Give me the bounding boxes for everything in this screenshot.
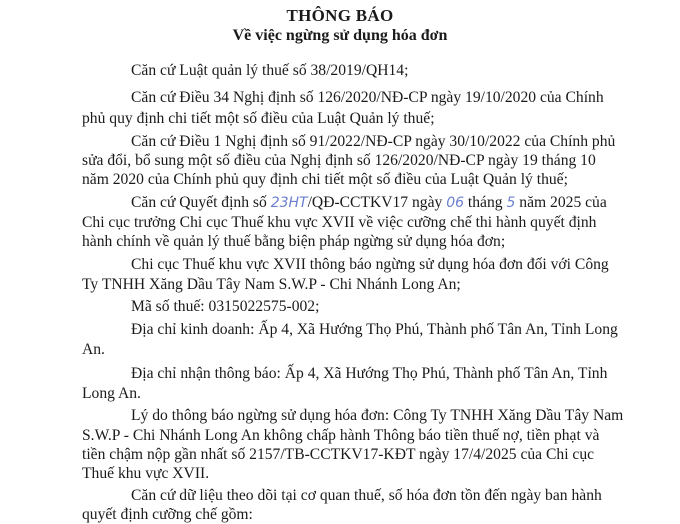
decision-text-d: năm 2025 của xyxy=(515,194,607,211)
data-basis-line-2: quyết định cưỡng chế gồm: xyxy=(82,506,253,523)
para-notice-line-2: Ty TNHH Xăng Dầu Tây Nam S.W.P - Chi Nhánh Long An; xyxy=(82,276,461,293)
notice-address-line-1: Địa chỉ nhận thông báo: Ấp 4, Xã Hướng Thọ Phú, Thành phố Tân An, Tỉnh xyxy=(131,365,608,382)
business-address-line-2: An. xyxy=(82,341,105,358)
document-subtitle: Về việc ngừng sử dụng hóa đơn xyxy=(232,27,448,44)
handwritten-month: 5 xyxy=(506,195,516,211)
para-legal-basis-3-line-2: sửa đổi, bổ sung một số điều của Nghị định số 126/2020/NĐ-CP ngày 19 tháng 10 xyxy=(82,152,596,169)
data-basis-line-1: Căn cứ dữ liệu theo dõi tại cơ quan thuế, số hóa đơn tồn đến ngày ban hành xyxy=(131,487,602,504)
notice-address-line-2: Long An. xyxy=(82,385,141,402)
para-legal-basis-3-line-3: năm 2020 của Chính phủ quy định chi tiết một số điều của Luật Quản lý thuế; xyxy=(82,171,568,188)
business-address-line-1: Địa chỉ kinh doanh: Ấp 4, Xã Hướng Thọ Phú, Thành phố Tân An, Tỉnh Long xyxy=(131,321,618,338)
para-legal-basis-3-line-1: Căn cứ Điều 1 Nghị định số 91/2022/NĐ-CP ngày 30/10/2022 của Chính phủ xyxy=(131,133,616,150)
reason-line-4: Thuế khu vực XVII. xyxy=(82,465,210,482)
reason-line-1: Lý do thông báo ngừng sử dụng hóa đơn: Công Ty TNHH Xăng Dầu Tây Nam xyxy=(131,407,624,424)
para-legal-basis-1: Căn cứ Luật quản lý thuế số 38/2019/QH14; xyxy=(131,62,409,79)
para-decision-line-1 xyxy=(131,194,607,212)
para-notice-line-1: Chi cục Thuế khu vực XVII thông báo ngừng sử dụng hóa đơn đối với Công xyxy=(131,256,609,273)
decision-text-c: tháng xyxy=(464,194,507,211)
reason-line-3: tiền chậm nộp gần nhất số 2157/TB-CCTKV17-KĐT ngày 17/4/2025 của Chi cục xyxy=(82,446,595,463)
tax-code: Mã số thuế: 0315022575-002; xyxy=(131,298,320,315)
reason-line-2: S.W.P - Chi Nhánh Long An không chấp hành Thông báo tiền thuế nợ, tiền phạt và xyxy=(82,427,600,444)
handwritten-day: 06 xyxy=(446,195,465,211)
document-title: THÔNG BÁO xyxy=(286,6,394,25)
para-decision-line-3: hành chính về quản lý thuế bằng biện pháp ngừng sử dụng hóa đơn; xyxy=(82,233,506,250)
para-legal-basis-2-line-1: Căn cứ Điều 34 Nghị định số 126/2020/NĐ-CP ngày 19/10/2020 của Chính xyxy=(131,89,604,106)
para-legal-basis-2-line-2: phủ quy định chi tiết một số điều của Luật Quản lý thuế; xyxy=(82,110,435,127)
para-decision-line-2: Chi cục trưởng Chi cục Thuế khu vực XVII về việc cưỡng chế thi hành quyết định xyxy=(82,214,597,231)
handwritten-decision-number: 23HT xyxy=(270,195,308,211)
decision-text-b: /QĐ-CCTKV17 ngày xyxy=(307,194,447,211)
decision-text-a: Căn cứ Quyết định số xyxy=(131,194,271,211)
